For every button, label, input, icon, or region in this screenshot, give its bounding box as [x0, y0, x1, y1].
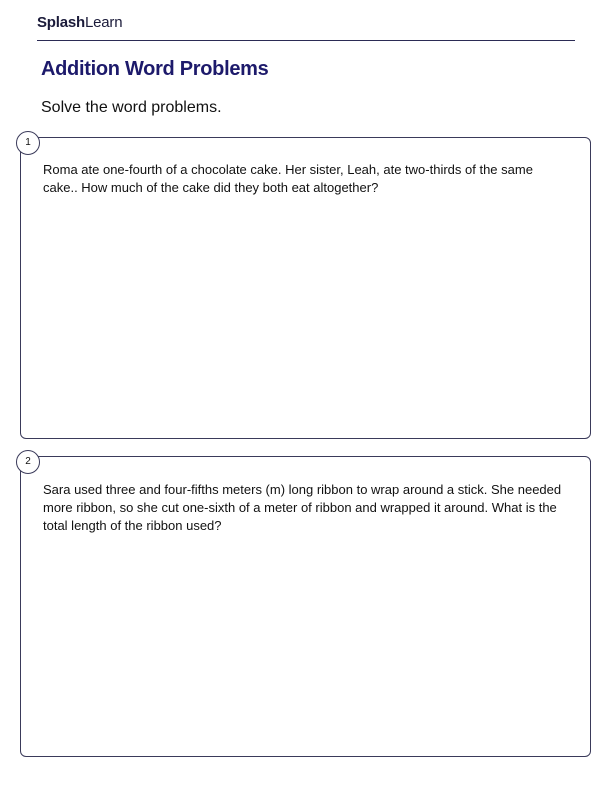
worksheet-title: Addition Word Problems: [41, 58, 269, 80]
problem-number-badge-2: 2: [16, 450, 40, 474]
instructions-text: Solve the word problems.: [41, 99, 222, 116]
problem-box-1: [20, 137, 591, 439]
logo-splash-text: Splash: [37, 14, 85, 31]
problem-number-badge-1: 1: [16, 131, 40, 155]
problem-text-1: Roma ate one-fourth of a chocolate cake. Her sister, Leah, ate two-thirds of the same cake.. How much of the cake did they both eat altogether?: [43, 162, 533, 195]
header-divider: [37, 40, 575, 41]
problem-text-2: Sara used three and four-fifths meters (m) long ribbon to wrap around a stick. She needed more ribbon, so she cut one-sixth of a meter of ribbon and wrapped it around. What is the total length of the ribbon used?: [43, 482, 562, 533]
logo-learn-text: Learn: [84, 14, 123, 31]
problem-box-2: [20, 456, 591, 757]
splashlearn-logo: [37, 14, 122, 31]
